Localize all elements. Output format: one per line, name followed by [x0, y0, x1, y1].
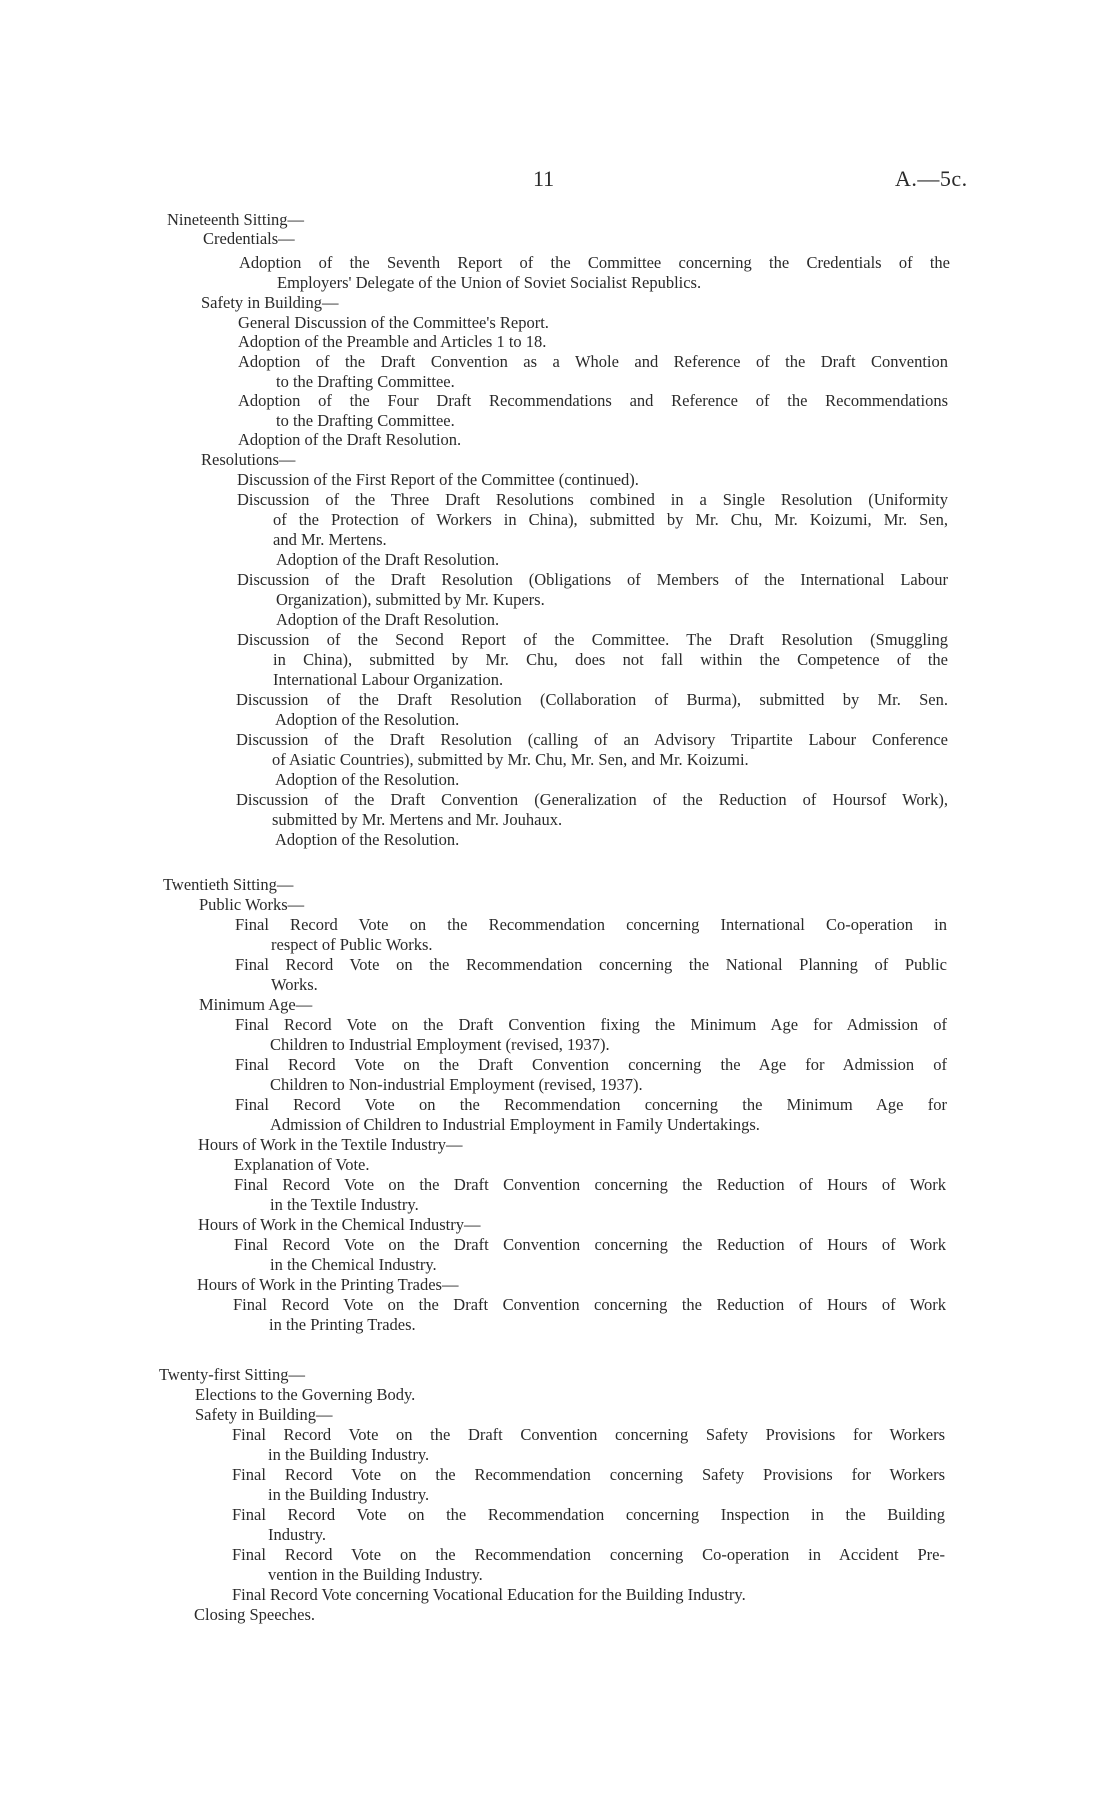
sitting-heading-nineteenth: Nineteenth Sitting— [167, 210, 305, 229]
sitting-heading-twentieth: Twentieth Sitting— [163, 875, 294, 894]
list-item: Adoption of the Four Draft Recommendations and Reference of the Recommendations [238, 391, 948, 410]
subheading-textile-industry: Hours of Work in the Textile Industry— [198, 1135, 463, 1154]
list-item: vention in the Building Industry. [268, 1565, 483, 1584]
list-item: Final Record Vote concerning Vocational Education for the Building Industry. [232, 1585, 746, 1604]
list-item: Organization), submitted by Mr. Kupers. [276, 590, 545, 609]
list-item: Closing Speeches. [194, 1605, 315, 1624]
list-item: International Labour Organization. [273, 670, 504, 689]
list-item: Industry. [268, 1525, 327, 1544]
list-item: Discussion of the Draft Resolution (Collaboration of Burma), submitted by Mr. Sen. [236, 690, 948, 709]
list-item: in the Chemical Industry. [270, 1255, 437, 1274]
list-item: Discussion of the Draft Resolution (calling of an Advisory Tripartite Labour Conference [236, 730, 948, 749]
list-item: Children to Industrial Employment (revised, 1937). [270, 1035, 610, 1054]
list-item: Children to Non-industrial Employment (revised, 1937). [270, 1075, 643, 1094]
list-item: Final Record Vote on the Draft Convention concerning the Age for Admission of [235, 1055, 947, 1074]
list-item: Final Record Vote on the Recommendation concerning the Minimum Age for [235, 1095, 947, 1114]
list-item: in China), submitted by Mr. Chu, does not fall within the Competence of the [273, 650, 948, 669]
list-item: Adoption of the Draft Convention as a Whole and Reference of the Draft Convention [238, 352, 948, 371]
page-number: 11 [533, 166, 555, 191]
subheading-minimum-age: Minimum Age— [199, 995, 313, 1014]
list-item: Adoption of the Draft Resolution. [276, 610, 500, 629]
list-item: Discussion of the Draft Resolution (Obligations of Members of the International Labour [237, 570, 948, 589]
subheading-safety-in-building: Safety in Building— [201, 293, 339, 312]
list-item: Adoption of the Resolution. [275, 830, 460, 849]
list-item: to the Drafting Committee. [276, 411, 455, 430]
list-item: and Mr. Mertens. [273, 530, 387, 549]
document-reference: A.—5c. [895, 166, 968, 191]
subheading-credentials: Credentials— [203, 229, 295, 248]
list-item: Explanation of Vote. [234, 1155, 370, 1174]
subheading-resolutions: Resolutions— [201, 450, 296, 469]
list-item: Final Record Vote on the Recommendation concerning International Co-operation in [235, 915, 947, 934]
list-item: Final Record Vote on the Draft Convention fixing the Minimum Age for Admission of [235, 1015, 947, 1034]
list-item: respect of Public Works. [271, 935, 433, 954]
list-item: Final Record Vote on the Recommendation concerning Co-operation in Accident Pre- [232, 1545, 945, 1564]
subheading-public-works: Public Works— [199, 895, 305, 914]
subheading-safety-in-building: Safety in Building— [195, 1405, 333, 1424]
list-item: Final Record Vote on the Draft Convention concerning the Reduction of Hours of Work [234, 1235, 946, 1254]
list-item: Final Record Vote on the Recommendation concerning Safety Provisions for Workers [232, 1465, 945, 1484]
list-item: Final Record Vote on the Recommendation concerning the National Planning of Public [235, 955, 947, 974]
list-item: Adoption of the Draft Resolution. [276, 550, 500, 569]
list-item: Discussion of the Draft Convention (Generalization of the Reduction of Hoursof Work), [236, 790, 948, 809]
list-item: Adoption of the Preamble and Articles 1 to 18. [238, 332, 547, 351]
list-item: Discussion of the Second Report of the Committee. The Draft Resolution (Smuggling [237, 630, 948, 649]
list-item: to the Drafting Committee. [276, 372, 455, 391]
list-item: Final Record Vote on the Draft Convention concerning the Reduction of Hours of Work [234, 1175, 946, 1194]
list-item: submitted by Mr. Mertens and Mr. Jouhaux. [272, 810, 563, 829]
list-item: Works. [271, 975, 318, 994]
list-item: Final Record Vote on the Draft Convention concerning Safety Provisions for Workers [232, 1425, 945, 1444]
subheading-chemical-industry: Hours of Work in the Chemical Industry— [198, 1215, 481, 1234]
subheading-printing-trades: Hours of Work in the Printing Trades— [197, 1275, 459, 1294]
list-item: of the Protection of Workers in China), submitted by Mr. Chu, Mr. Koizumi, Mr. Sen, [273, 510, 948, 529]
list-item: General Discussion of the Committee's Report. [238, 313, 549, 332]
list-item: in the Building Industry. [268, 1485, 430, 1504]
list-item: Adoption of the Draft Resolution. [238, 430, 462, 449]
list-item: Employers' Delegate of the Union of Soviet Socialist Republics. [277, 273, 702, 292]
list-item: in the Printing Trades. [269, 1315, 416, 1334]
list-item: Elections to the Governing Body. [195, 1385, 416, 1404]
list-item: Discussion of the First Report of the Committee (continued). [237, 470, 639, 489]
list-item: of Asiatic Countries), submitted by Mr. Chu, Mr. Sen, and Mr. Koizumi. [272, 750, 749, 769]
list-item: Final Record Vote on the Recommendation concerning Inspection in the Building [232, 1505, 945, 1524]
list-item: Discussion of the Three Draft Resolutions combined in a Single Resolution (Uniformity [237, 490, 948, 509]
list-item: Adoption of the Resolution. [275, 710, 460, 729]
list-item: in the Building Industry. [268, 1445, 430, 1464]
list-item: in the Textile Industry. [270, 1195, 419, 1214]
list-item: Final Record Vote on the Draft Convention concerning the Reduction of Hours of Work [233, 1295, 946, 1314]
sitting-heading-twenty-first: Twenty-first Sitting— [159, 1365, 305, 1384]
list-item: Admission of Children to Industrial Employment in Family Undertakings. [270, 1115, 760, 1134]
list-item: Adoption of the Seventh Report of the Committee concerning the Credentials of the [239, 253, 950, 272]
list-item: Adoption of the Resolution. [275, 770, 460, 789]
